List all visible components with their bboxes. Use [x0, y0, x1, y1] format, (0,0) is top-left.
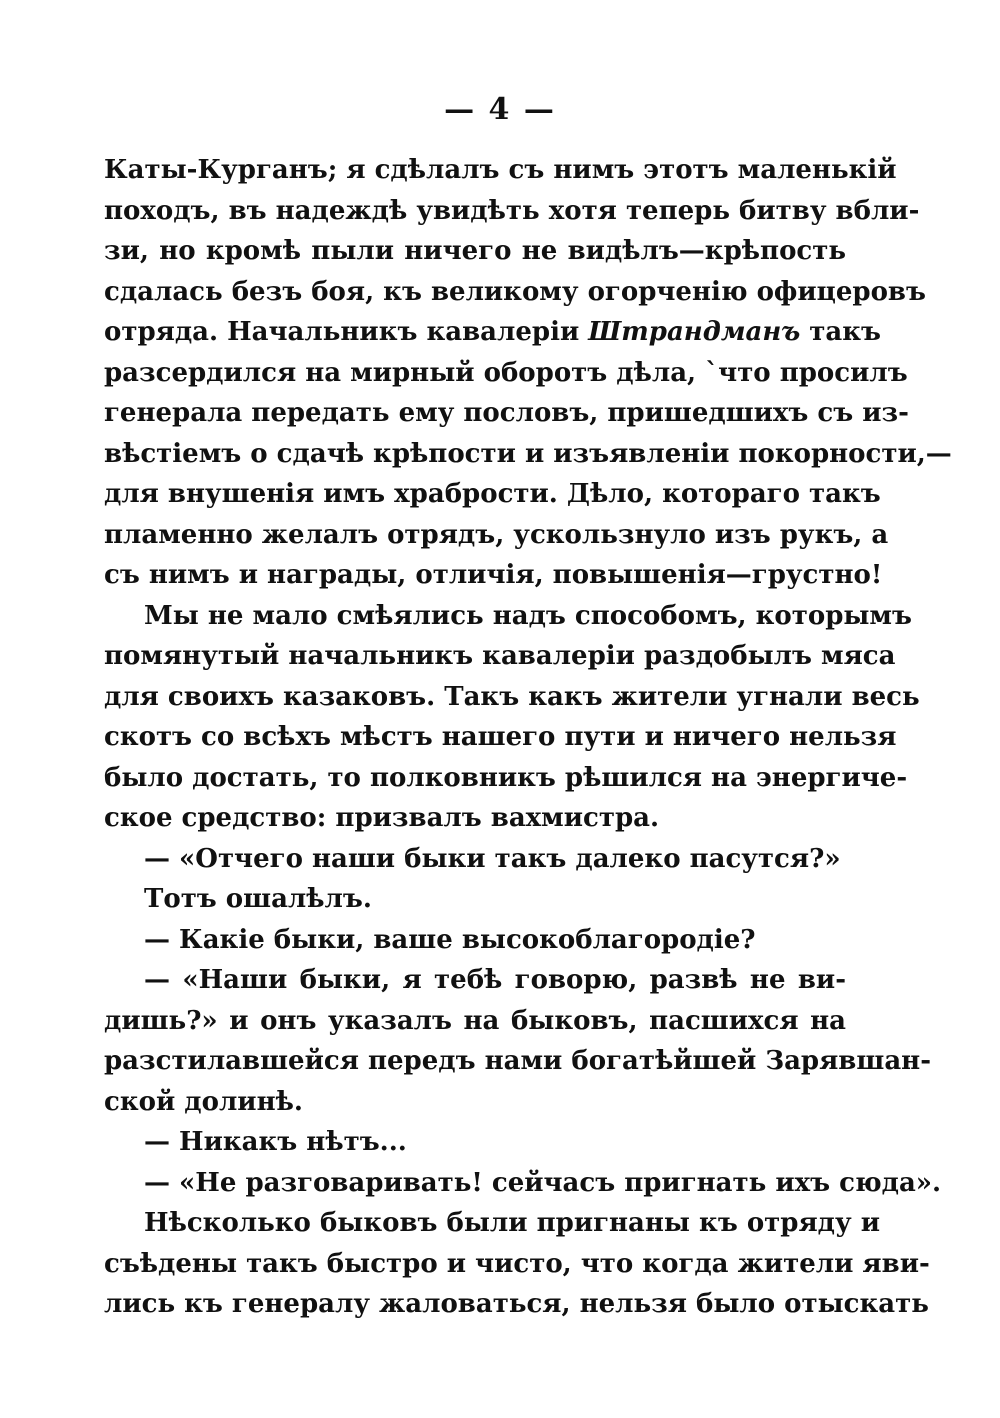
text-line: помянутый начальникъ кавалеріи раздобылъ мяса: [104, 641, 896, 671]
page-number: — 4 —: [444, 92, 556, 127]
text-line: Мы не мало смѣялись надъ способомъ, которымъ: [144, 600, 912, 631]
text-line: съ нимъ и награды, отличія, повышенія—грустно!: [104, 560, 883, 590]
text-line: сдалась безъ боя, къ великому огорченію офицеровъ: [104, 276, 926, 307]
text-line: лись къ генералу жаловаться, нельзя было отыскать: [104, 1289, 929, 1319]
text-line: ское средство: призвалъ вахмистра.: [104, 803, 660, 833]
text-line: — «Отчего наши быки такъ далеко пасутся?»: [144, 843, 841, 874]
text-line: — «Наши быки, я тебѣ говорю, развѣ не ви-: [144, 965, 846, 995]
text-line: Нѣсколько быковъ были пригнаны къ отряду и: [144, 1208, 880, 1238]
text-line: Тотъ ошалѣлъ.: [144, 884, 372, 914]
text-line: — «Не разговаривать! сейчасъ пригнать ихъ сюда».: [144, 1167, 942, 1198]
text-line: Каты-Курганъ; я сдѣлалъ съ нимъ этотъ маленькій: [104, 155, 897, 185]
text-line: ской долинѣ.: [104, 1086, 303, 1117]
text-line: — Какіе быки, ваше высокоблагородіе?: [144, 924, 756, 955]
text-line: разсердился на мирный оборотъ дѣла, `что просилъ: [104, 357, 908, 388]
text-line: зи, но кромѣ пыли ничего не видѣлъ—крѣпость: [104, 236, 846, 266]
text-line: отряда. Начальникъ кавалеріи Штрандманъ такъ: [104, 317, 881, 347]
text-line: вѣстіемъ о сдачѣ крѣпости и изъявленіи покорности,—: [104, 438, 952, 469]
text-line: разстилавшейся передъ нами богатѣйшей Зарявшан-: [104, 1046, 931, 1076]
text-line: пламенно желалъ отрядъ, ускользнуло изъ рукъ, а: [104, 519, 889, 550]
text-line: — Никакъ нѣтъ...: [144, 1127, 407, 1157]
text-line: генерала передать ему пословъ, пришедшихъ съ из-: [104, 398, 909, 428]
text-line: было достать, то полковникъ рѣшился на энергиче-: [104, 762, 908, 793]
text-line: скотъ со всѣхъ мѣстъ нашего пути и ничего нельзя: [104, 722, 897, 752]
text-line: походъ, въ надеждѣ увидѣть хотя теперь битву вбли-: [104, 195, 920, 226]
italic-name: Штрандманъ: [588, 317, 801, 347]
body-text: [104, 150, 952, 1325]
text-line: съѣдены такъ быстро и чисто, что когда жители яви-: [104, 1248, 930, 1279]
text-line: для внушенія имъ храбрости. Дѣло, котораго такъ: [104, 479, 881, 509]
text-line: для своихъ казаковъ. Такъ какъ жители угнали весь: [104, 681, 920, 712]
text-line: дишь?» и онъ указалъ на быковъ, пасшихся на: [104, 1005, 846, 1036]
